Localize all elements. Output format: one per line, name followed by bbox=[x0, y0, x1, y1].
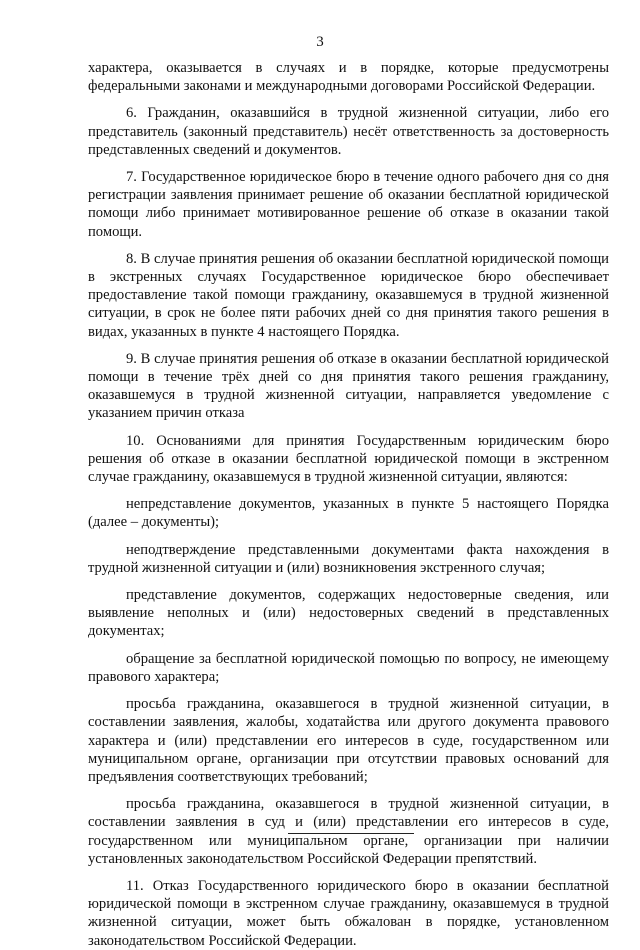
paragraph-10: 10. Основаниями для принятия Государственным юридическим бюро решения об отказе в оказании бесплатной юридической помощи в экстренном случае гражданину, оказавшемуся в трудной жизненной ситуации, являются: bbox=[88, 432, 609, 486]
list-item-false-information: представление документов, содержащих недостоверные сведения, или выявление неполных и (или) недостоверных сведений в представленных документах; bbox=[88, 587, 609, 640]
list-item-non-legal-question: обращение за бесплатной юридической помощью по вопросу, не имеющему правового характера; bbox=[88, 650, 609, 685]
list-item-legal-obstacles: просьба гражданина, оказавшегося в трудной жизненной ситуации, в составлении заявления в суд и (или) представлении его интересов в суде, государственном или муниципальном органе, организации при наличии установленных законодательством Российской Федерации препятствий. bbox=[88, 796, 609, 867]
end-divider bbox=[288, 833, 414, 834]
paragraph-7: 7. Государственное юридическое бюро в течение одного рабочего дня со дня регистрации заявления принимает решение об оказании бесплатной юридической помощи либо принимает мотивированное решение об отказе в оказании такой помощи. bbox=[88, 169, 609, 240]
list-item-non-submission: непредставление документов, указанных в пункте 5 настоящего Порядка (далее – документы); bbox=[88, 496, 609, 531]
page-number: 3 bbox=[316, 34, 324, 50]
paragraph-continuation: характера, оказывается в случаях и в порядке, которые предусмотрены федеральными законами и международными договорами Российской Федерации. bbox=[88, 60, 609, 95]
document-body bbox=[88, 59, 609, 950]
list-item-non-confirmation: неподтверждение представленными документами факта нахождения в трудной жизненной ситуации и (или) возникновения экстренного случая; bbox=[88, 541, 609, 576]
paragraph-8: 8. В случае принятия решения об оказании бесплатной юридической помощи в экстренных случаях Государственное юридическое бюро обеспечивает предоставление такой помощи гражданину, оказавшемуся в трудной жизненной ситуации, в срок не более пяти рабочих дней со дня принятия такого решения в видах, указанных в пункте 4 настоящего Порядка. bbox=[88, 250, 609, 340]
paragraph-9: 9. В случае принятия решения об отказе в оказании бесплатной юридической помощи в течение трёх дней со дня принятия такого решения гражданину, оказавшемуся в трудной жизненной ситуации, направляется уведомление с указанием причин отказа bbox=[88, 350, 609, 422]
paragraph-6: 6. Гражданин, оказавшийся в трудной жизненной ситуации, либо его представитель (законный представитель) несёт ответственность за достоверность представленных сведений и документов. bbox=[88, 105, 609, 158]
paragraph-11: 11. Отказ Государственного юридического бюро в оказании бесплатной юридической помощи в экстренном случае гражданину, оказавшемуся в трудной жизненной ситуации, может быть обжалован в порядке, установленном законодательством Российской Федерации. bbox=[88, 877, 609, 949]
list-item-no-legal-grounds: просьба гражданина, оказавшегося в трудной жизненной ситуации, в составлении заявления, жалобы, ходатайства или другого документа правового характера и (или) представлении его интересов в суде, государственном или муниципальном органе, организации при отсутствии правовых оснований для предъявления соответствующих требований; bbox=[88, 696, 609, 785]
